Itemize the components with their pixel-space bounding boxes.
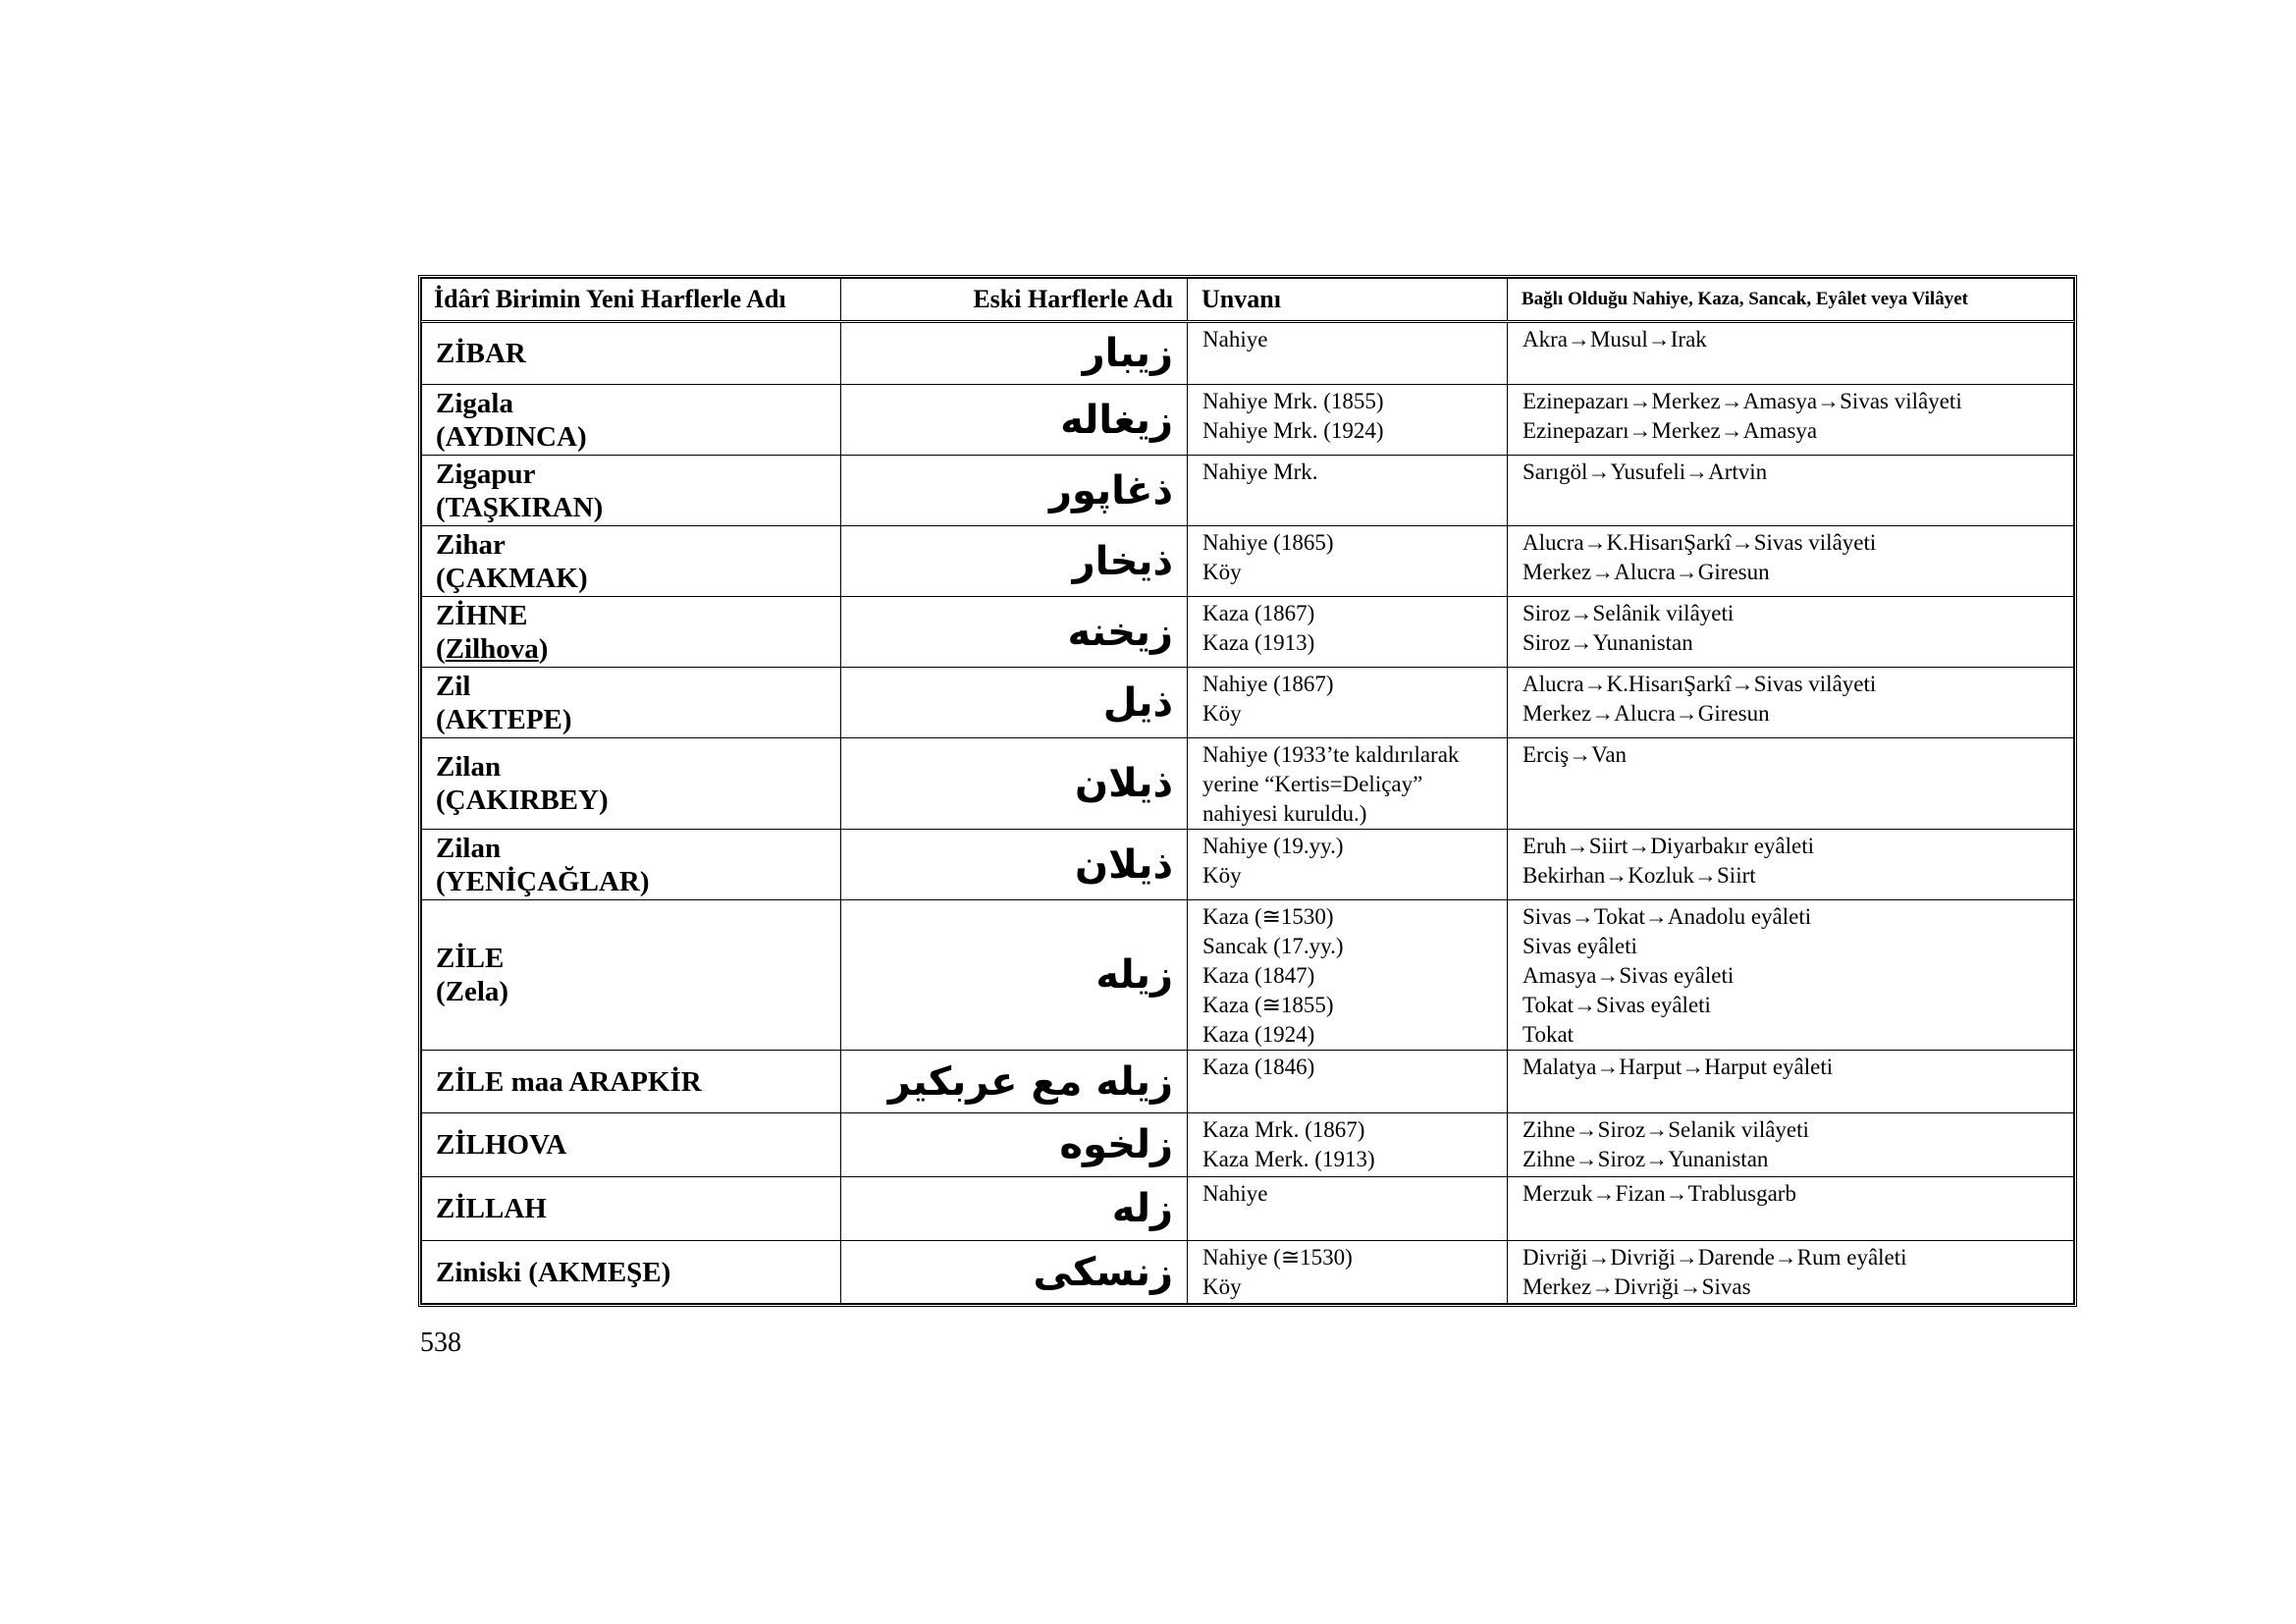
old-name-text: زله xyxy=(1111,1186,1173,1231)
old-name-text: ذيلان xyxy=(1074,761,1173,806)
table-row xyxy=(422,1177,2074,1241)
title-line: Nahiye (≅1530) xyxy=(1202,1245,1353,1270)
header-title: Unvanı xyxy=(1188,279,1508,322)
table-body xyxy=(422,322,2074,1304)
old-name-text: زلخوه xyxy=(1059,1122,1173,1167)
table-row xyxy=(422,1051,2074,1113)
title-line: Kaza (1867) xyxy=(1202,601,1315,625)
cell-old-name xyxy=(841,526,1188,597)
table-row xyxy=(422,668,2074,738)
cell-new-name xyxy=(422,385,841,456)
cell-old-name xyxy=(841,830,1188,900)
title-line: Kaza (≅1855) xyxy=(1202,993,1334,1017)
header-affiliation: Bağlı Olduğu Nahiye, Kaza, Sancak, Eyâlet veya Vilâyet xyxy=(1508,279,2074,322)
affiliation-line: Sivas→Tokat→Anadolu eyâleti xyxy=(1522,904,1812,929)
new-name-line: ZİLE xyxy=(436,943,505,974)
title-line: Kaza Mrk. (1867) xyxy=(1202,1117,1365,1142)
cell-title xyxy=(1188,668,1508,738)
cell-old-name xyxy=(841,668,1188,738)
title-line: Kaza (1846) xyxy=(1202,1055,1315,1079)
table-row xyxy=(422,900,2074,1051)
cell-old-name xyxy=(841,322,1188,385)
affiliation-line: Malatya→Harput→Harput eyâleti xyxy=(1522,1055,1834,1079)
old-name-text: ذغاپور xyxy=(1049,467,1173,514)
affiliation-line: Alucra→K.HisarıŞarkî→Sivas vilâyeti xyxy=(1522,672,1877,696)
cell-affiliation xyxy=(1508,456,2074,526)
cell-old-name xyxy=(841,900,1188,1051)
new-name-line: Zilan xyxy=(436,832,502,864)
cell-old-name xyxy=(841,738,1188,830)
affiliation-line: Merkez→Alucra→Giresun xyxy=(1522,560,1770,584)
table-row xyxy=(422,456,2074,526)
affiliation-line: Siroz→Selânik vilâyeti xyxy=(1522,601,1735,625)
title-line: Kaza (≅1530) xyxy=(1202,904,1334,929)
new-name-line: Zigala xyxy=(436,387,513,419)
old-name-text: زيبار xyxy=(1082,331,1173,376)
new-name-line: Ziniski (AKMEŞE) xyxy=(436,1256,671,1288)
title-line: nahiyesi kuruldu.) xyxy=(1202,801,1367,826)
cell-affiliation xyxy=(1508,900,2074,1051)
new-name-line: (ÇAKIRBEY) xyxy=(436,785,609,816)
old-name-text: ذيل xyxy=(1102,679,1173,726)
cell-new-name xyxy=(422,456,841,526)
cell-new-name xyxy=(422,1177,841,1241)
cell-new-name xyxy=(422,1051,841,1113)
cell-title xyxy=(1188,456,1508,526)
new-name-line: ZİBAR xyxy=(436,338,526,369)
cell-new-name xyxy=(422,668,841,738)
new-name-line: ZİHNE xyxy=(436,599,528,631)
affiliation-line: Merkez→Alucra→Giresun xyxy=(1522,701,1770,726)
cell-new-name xyxy=(422,322,841,385)
new-name-line: (ÇAKMAK) xyxy=(436,562,588,594)
new-name-line: (AKTEPE) xyxy=(436,703,572,735)
affiliation-line: Divriği→Divriği→Darende→Rum eyâleti xyxy=(1522,1245,1907,1270)
cell-old-name xyxy=(841,1051,1188,1113)
new-name-line: (YENİÇAĞLAR) xyxy=(436,865,650,897)
old-name-text: زيله xyxy=(1095,952,1173,998)
title-line: Kaza (1847) xyxy=(1202,963,1315,988)
cell-affiliation xyxy=(1508,830,2074,900)
new-name-line: ZİLE maa ARAPKİR xyxy=(436,1065,702,1098)
cell-affiliation xyxy=(1508,668,2074,738)
title-line: Köy xyxy=(1202,701,1242,726)
cell-title xyxy=(1188,900,1508,1051)
new-name-line: ZİLLAH xyxy=(436,1193,547,1224)
title-line: Nahiye Mrk. (1924) xyxy=(1202,418,1384,443)
new-name-line: Zihar xyxy=(436,528,506,561)
cell-new-name xyxy=(422,526,841,597)
title-line: Köy xyxy=(1202,1274,1242,1299)
title-line: Nahiye (1933’te kaldırılarak xyxy=(1202,742,1460,767)
cell-title xyxy=(1188,1241,1508,1304)
table-row xyxy=(422,830,2074,900)
cell-old-name xyxy=(841,1177,1188,1241)
new-name-line: (TAŞKIRAN) xyxy=(436,491,604,523)
table-row xyxy=(422,738,2074,830)
affiliation-line: Alucra→K.HisarıŞarkî→Sivas vilâyeti xyxy=(1522,530,1877,555)
cell-old-name xyxy=(841,456,1188,526)
affiliation-line: Sarıgöl→Yusufeli→Artvin xyxy=(1522,460,1768,484)
page-number: 538 xyxy=(420,1327,461,1358)
cell-new-name xyxy=(422,597,841,668)
cell-new-name xyxy=(422,738,841,830)
affiliation-line: Merzuk→Fizan→Trablusgarb xyxy=(1522,1181,1796,1206)
title-line: Köy xyxy=(1202,560,1242,584)
cell-title xyxy=(1188,830,1508,900)
table-row xyxy=(422,1113,2074,1177)
table-header-row xyxy=(422,279,2074,322)
affiliation-line: Merkez→Divriği→Sivas xyxy=(1522,1274,1751,1299)
cell-old-name xyxy=(841,1241,1188,1304)
affiliation-line: Akra→Musul→Irak xyxy=(1522,327,1707,352)
new-name-line: Zigapur xyxy=(436,458,536,490)
new-name-line: Zilan xyxy=(436,751,502,783)
affiliation-line: Bekirhan→Kozluk→Siirt xyxy=(1522,863,1756,888)
cell-affiliation xyxy=(1508,1113,2074,1177)
cell-title xyxy=(1188,597,1508,668)
title-line: Nahiye Mrk. (1855) xyxy=(1202,389,1384,413)
table-row xyxy=(422,1241,2074,1304)
header-old-name: Eski Harflerle Adı xyxy=(841,279,1188,322)
cell-old-name xyxy=(841,1113,1188,1177)
title-line: Nahiye Mrk. xyxy=(1202,460,1318,484)
table-row xyxy=(422,597,2074,668)
old-name-text: زيله مع عربكير xyxy=(887,1058,1173,1105)
old-name-text: ذيلان xyxy=(1074,841,1173,888)
title-line: Nahiye xyxy=(1202,1181,1268,1206)
cell-affiliation xyxy=(1508,597,2074,668)
header-new-name: İdârî Birimin Yeni Harflerle Adı xyxy=(422,279,841,322)
cell-title xyxy=(1188,322,1508,385)
cell-affiliation xyxy=(1508,738,2074,830)
cell-affiliation xyxy=(1508,526,2074,597)
title-line: Nahiye (1867) xyxy=(1202,672,1334,696)
old-name-text: ذيخار xyxy=(1072,538,1173,584)
title-line: Kaza (1924) xyxy=(1202,1022,1315,1047)
cell-title xyxy=(1188,738,1508,830)
title-line: Köy xyxy=(1202,863,1242,888)
cell-affiliation xyxy=(1508,1051,2074,1113)
title-line: Nahiye (1865) xyxy=(1202,530,1334,555)
cell-title xyxy=(1188,1177,1508,1241)
cell-affiliation xyxy=(1508,1177,2074,1241)
title-line: Kaza Merk. (1913) xyxy=(1202,1147,1375,1171)
cell-old-name xyxy=(841,385,1188,456)
table-row xyxy=(422,322,2074,385)
cell-affiliation xyxy=(1508,322,2074,385)
place-names-table xyxy=(418,275,2077,1307)
title-line: Sancak (17.yy.) xyxy=(1202,934,1344,958)
cell-affiliation xyxy=(1508,1241,2074,1304)
affiliation-line: Erciş→Van xyxy=(1522,742,1628,767)
table-row xyxy=(422,385,2074,456)
old-name-text: زنسكى xyxy=(1033,1249,1173,1295)
new-name-line: (Zela) xyxy=(436,976,509,1007)
cell-new-name xyxy=(422,830,841,900)
affiliation-line: Zihne→Siroz→Selanik vilâyeti xyxy=(1522,1117,1809,1142)
affiliation-line: Siroz→Yunanistan xyxy=(1522,630,1693,655)
cell-title xyxy=(1188,385,1508,456)
affiliation-line: Ezinepazarı→Merkez→Amasya→Sivas vilâyeti xyxy=(1522,389,1962,413)
title-line: Nahiye (19.yy.) xyxy=(1202,834,1344,858)
cell-title xyxy=(1188,526,1508,597)
affiliation-line: Zihne→Siroz→Yunanistan xyxy=(1522,1147,1769,1171)
affiliation-line: Ezinepazarı→Merkez→Amasya xyxy=(1522,418,1818,443)
title-line: Kaza (1913) xyxy=(1202,630,1315,655)
affiliation-line: Amasya→Sivas eyâleti xyxy=(1522,963,1735,988)
cell-old-name xyxy=(841,597,1188,668)
table-row xyxy=(422,526,2074,597)
affiliation-line: Tokat xyxy=(1522,1022,1575,1047)
title-line: yerine “Kertis=Deliçay” xyxy=(1202,772,1423,796)
cell-new-name xyxy=(422,1241,841,1304)
cell-affiliation xyxy=(1508,385,2074,456)
new-name-line: (AYDINCA) xyxy=(436,420,587,453)
affiliation-line: Tokat→Sivas eyâleti xyxy=(1522,993,1711,1017)
old-name-text: زيخنه xyxy=(1067,609,1173,655)
cell-new-name xyxy=(422,1113,841,1177)
new-name-line: (Zilhova) xyxy=(436,632,549,665)
cell-new-name xyxy=(422,900,841,1051)
old-name-text: زيغاله xyxy=(1060,397,1173,443)
new-name-line: ZİLHOVA xyxy=(436,1129,567,1161)
new-name-line: Zil xyxy=(436,670,471,702)
affiliation-line: Sivas eyâleti xyxy=(1522,934,1637,958)
cell-title xyxy=(1188,1113,1508,1177)
cell-title xyxy=(1188,1051,1508,1113)
title-line: Nahiye xyxy=(1202,327,1268,352)
affiliation-line: Eruh→Siirt→Diyarbakır eyâleti xyxy=(1522,834,1815,858)
